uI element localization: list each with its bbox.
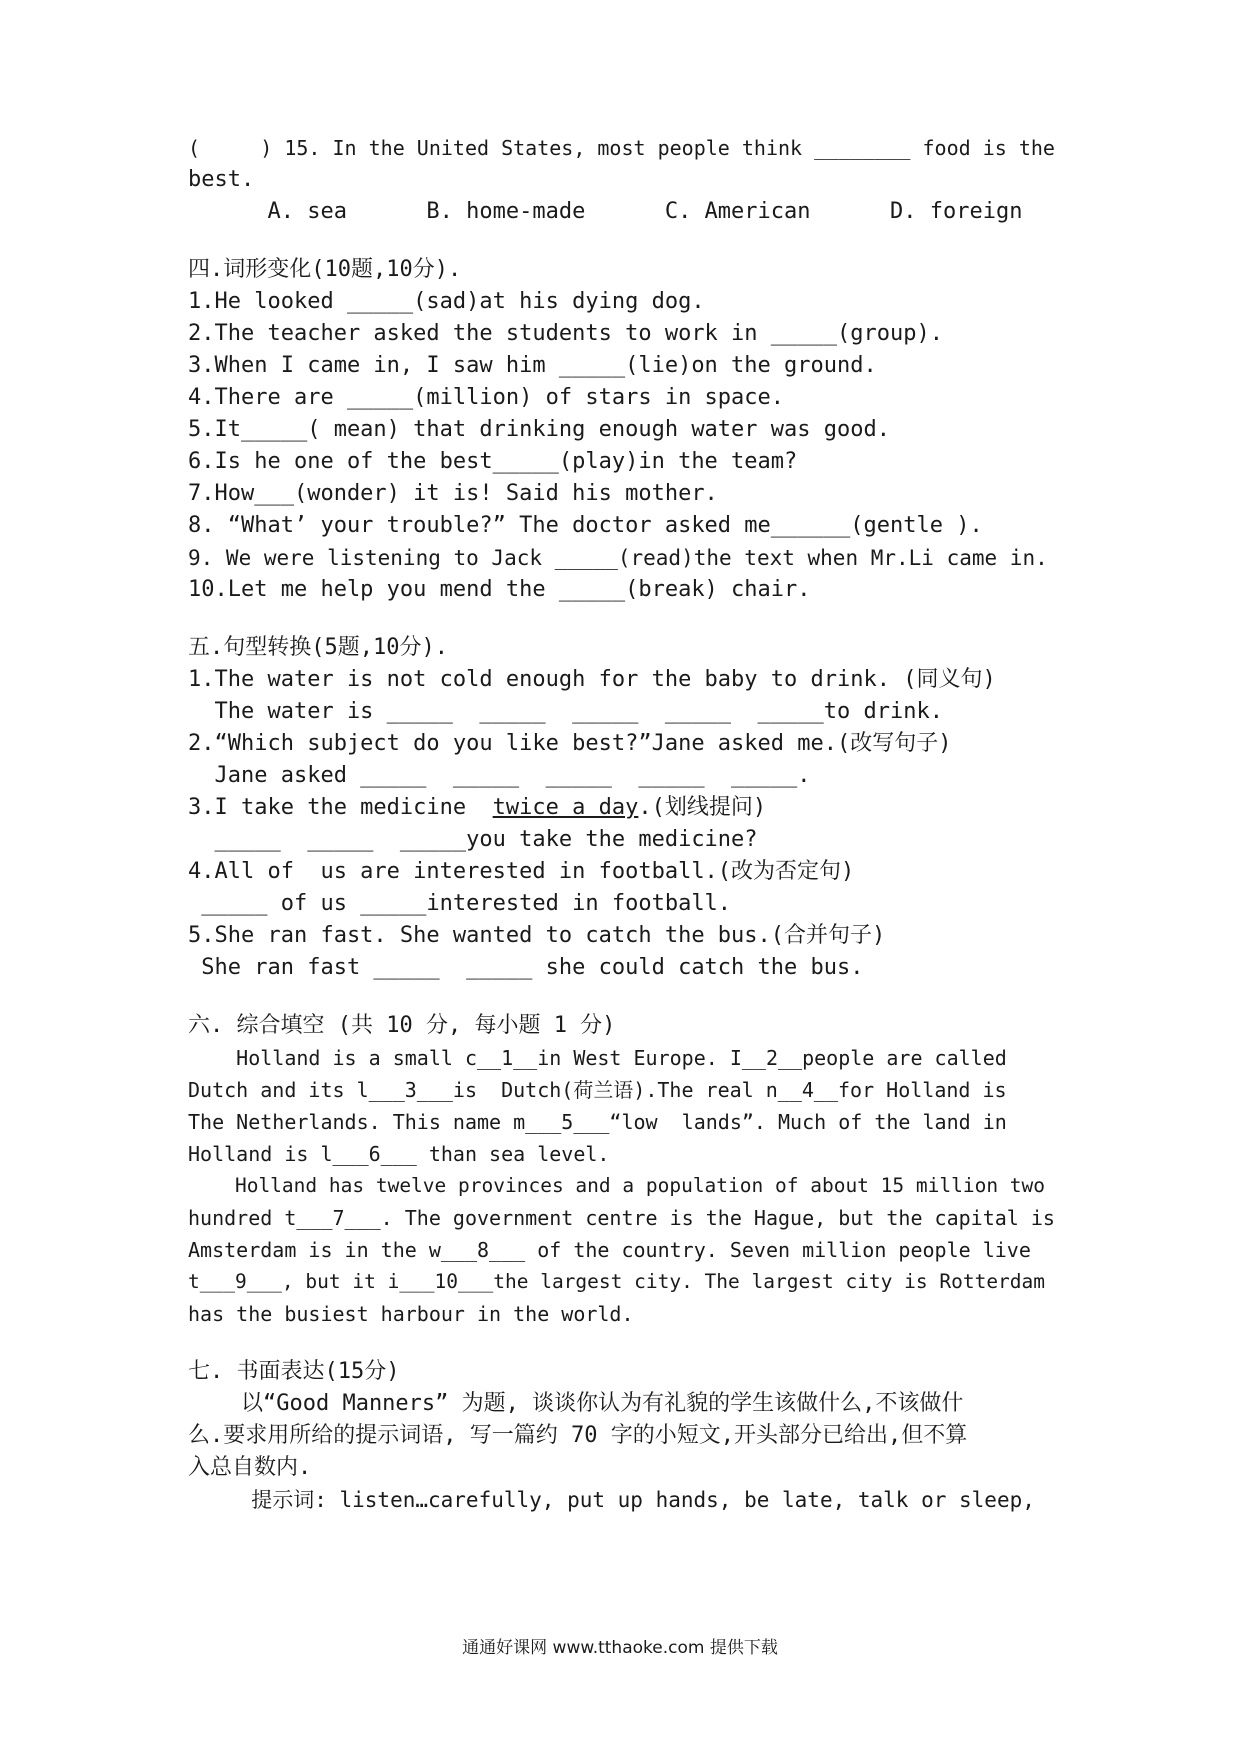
section-5-answer-line: _____ of us _____interested in football. [188,891,732,916]
section-4-item: 8. “What’ your trouble?” The doctor asked me______(gentle ). [188,513,983,538]
cloze-line: Holland is l___6___ than sea level. [188,1142,610,1166]
sentence-text: 3.I take the medicine [188,795,493,820]
section-4-item: 6.Is he one of the best_____(play)in the team? [188,449,798,474]
cloze-line: The Netherlands. This name m___5___“low lands”. Much of the land in [188,1110,1007,1134]
section-4-item: 10.Let me help you mend the _____(break) chair. [188,577,811,602]
question-15-options: A. sea B. home-made C. American D. foreign [188,199,1023,224]
page-footer: 通通好课网 www.tthaoke.com 提供下载 [462,1638,778,1658]
section-7-line: 提示词: listen…carefully, put up hands, be late, talk or sleep, [188,1488,1035,1512]
cloze-line: Holland has twelve provinces and a population of about 15 million two [188,1174,1046,1197]
cloze-line: t___9___, but it i___10___the largest city. The largest city is Rotterdam [188,1270,1046,1293]
section-4-item: 7.How___(wonder) it is! Said his mother. [188,481,718,506]
section-7-line: 以“Good Manners” 为题, 谈谈你认为有礼貌的学生该做什么,不该做什 [188,1391,964,1416]
section-4-item: 9. We were listening to Jack _____(read)the text when Mr.Li came in. [188,546,1048,570]
question-15-stem: ( ) 15. In the United States, most people think ________ food is the [188,136,1055,160]
cloze-line: has the busiest harbour in the world. [188,1302,634,1326]
section-7-line: 入总自数内. [188,1455,312,1480]
cloze-line: Dutch and its l___3___is Dutch(荷兰语).The real n__4__for Holland is [188,1078,1007,1102]
section-7-heading: 七. 书面表达(15分) [188,1359,400,1384]
section-5-answer-line: She ran fast _____ _____ she could catch the bus. [188,955,864,980]
cloze-line: hundred t___7___. The government centre is the Hague, but the capital is [188,1206,1055,1230]
section-5-answer-line: Jane asked _____ _____ _____ _____ _____. [188,763,811,788]
underlined-phrase: twice a day [492,795,639,820]
section-6-heading: 六. 综合填空 (共 10 分, 每小题 1 分) [188,1013,616,1038]
section-4-heading: 四.词形变化(10题,10分). [188,257,462,282]
section-4-item: 2.The teacher asked the students to work in _____(group). [188,321,943,346]
section-5-sentence: 2.“Which subject do you like best?”Jane asked me.(改写句子) [188,731,952,756]
section-5-answer-line: The water is _____ _____ _____ _____ _____to drink. [188,699,943,724]
cloze-line: Holland is a small c__1__in West Europe. I__2__people are called [188,1046,1007,1070]
cloze-line: Amsterdam is in the w___8___ of the country. Seven million people live [188,1238,1031,1262]
section-4-item: 4.There are _____(million) of stars in space. [188,385,785,410]
section-4-item: 5.It_____( mean) that drinking enough water was good. [188,417,890,442]
section-4-item: 3.When I came in, I saw him _____(lie)on the ground. [188,353,877,378]
section-5-sentence: 1.The water is not cold enough for the baby to drink. (同义句) [188,667,996,692]
section-5-sentence: 5.She ran fast. She wanted to catch the bus.(合并句子) [188,923,886,948]
section-4-item: 1.He looked _____(sad)at his dying dog. [188,289,705,314]
section-5-sentence: 4.All of us are interested in football.(改为否定句) [188,859,855,884]
sentence-instruction: .(划线提问) [638,795,767,820]
section-5-heading: 五.句型转换(5题,10分). [188,635,448,660]
section-5-sentence [188,792,1058,824]
question-15-stem-cont: best. [188,167,255,192]
section-7-line: 么.要求用所给的提示词语, 写一篇约 70 字的小短文,开头部分已给出,但不算 [188,1423,968,1448]
section-5-answer-line: _____ _____ _____you take the medicine? [188,827,758,852]
